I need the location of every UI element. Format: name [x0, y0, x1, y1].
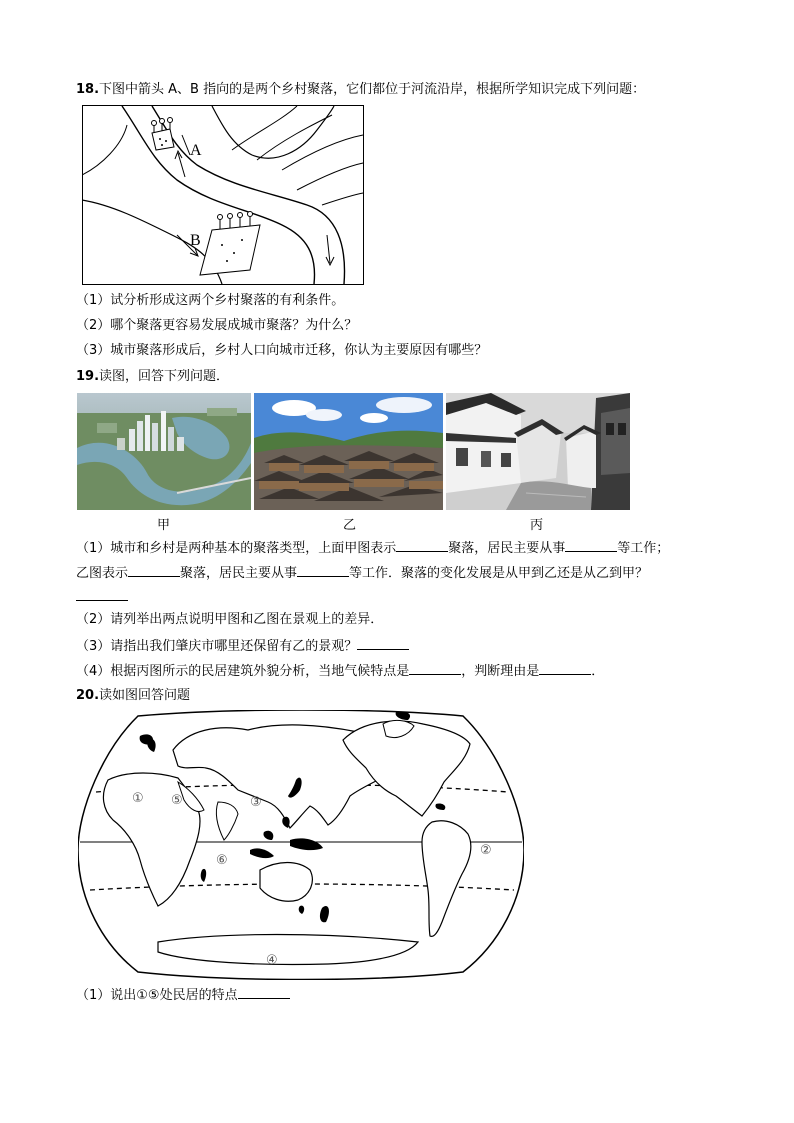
label-a: A: [190, 142, 202, 159]
q20-stem: 20.读如图回答问题: [76, 688, 191, 703]
caption-yi: 乙: [343, 518, 357, 533]
q19-sub-1-line1: （1）城市和乡村是两种基本的聚落类型，上面甲图表示 聚落，居民主要从事 等工作；: [76, 541, 670, 556]
q19-sub-2: （2）请列举出两点说明甲图和乙图在景观上的差异．: [76, 612, 384, 627]
q19-sub-4: （4）根据丙图所示的民居建筑外貌分析，当地气候特点是 ，判断理由是 ．: [76, 664, 605, 679]
marker-3: ③: [250, 795, 262, 810]
q20-sub-1: （1）说出①⑤处民居的特点: [76, 986, 290, 1004]
caption-bing: 丙: [530, 518, 544, 533]
q19-sub-1-line3: [76, 588, 128, 606]
answer-blank[interactable]: [357, 637, 409, 650]
q19-sub-1-line2: 乙图表示 聚落，居民主要从事 等工作．聚落的变化发展是从甲到乙还是从乙到甲？: [76, 566, 649, 581]
answer-blank[interactable]: [76, 588, 128, 601]
marker-4: ④: [266, 953, 278, 968]
caption-jia: 甲: [157, 518, 171, 533]
water-town-photo: [446, 393, 630, 510]
answer-blank[interactable]: [128, 564, 180, 577]
village-photo: [254, 393, 443, 510]
city-photo: [77, 393, 251, 510]
q19-stem: 19.读图，回答下列问题．: [76, 369, 230, 384]
world-map: [78, 710, 524, 980]
river-settlement-map: [82, 105, 364, 285]
marker-1: ①: [132, 791, 144, 806]
marker-2: ②: [480, 843, 492, 858]
answer-blank[interactable]: [565, 539, 617, 552]
q18-sub-1: （1）试分析形成这两个乡村聚落的有利条件。: [76, 293, 345, 308]
marker-6: ⑥: [216, 853, 228, 868]
q18-sub-3: （3）城市聚落形成后，乡村人口向城市迁移，你认为主要原因有哪些？: [76, 343, 488, 358]
q18-stem: 18.下图中箭头 A、B 指向的是两个乡村聚落，它们都位于河流沿岸，根据所学知识完成下列问题：: [76, 82, 646, 97]
answer-blank[interactable]: [409, 662, 461, 675]
answer-blank[interactable]: [396, 539, 448, 552]
q19-sub-3: （3）请指出我们肇庆市哪里还保留有乙的景观？: [76, 637, 409, 655]
answer-blank[interactable]: [297, 564, 349, 577]
q18-sub-2: （2）哪个聚落更容易发展成城市聚落？为什么？: [76, 318, 358, 333]
answer-blank[interactable]: [539, 662, 591, 675]
label-b: B: [190, 232, 201, 249]
marker-5: ⑤: [171, 793, 183, 808]
answer-blank[interactable]: [238, 986, 290, 999]
